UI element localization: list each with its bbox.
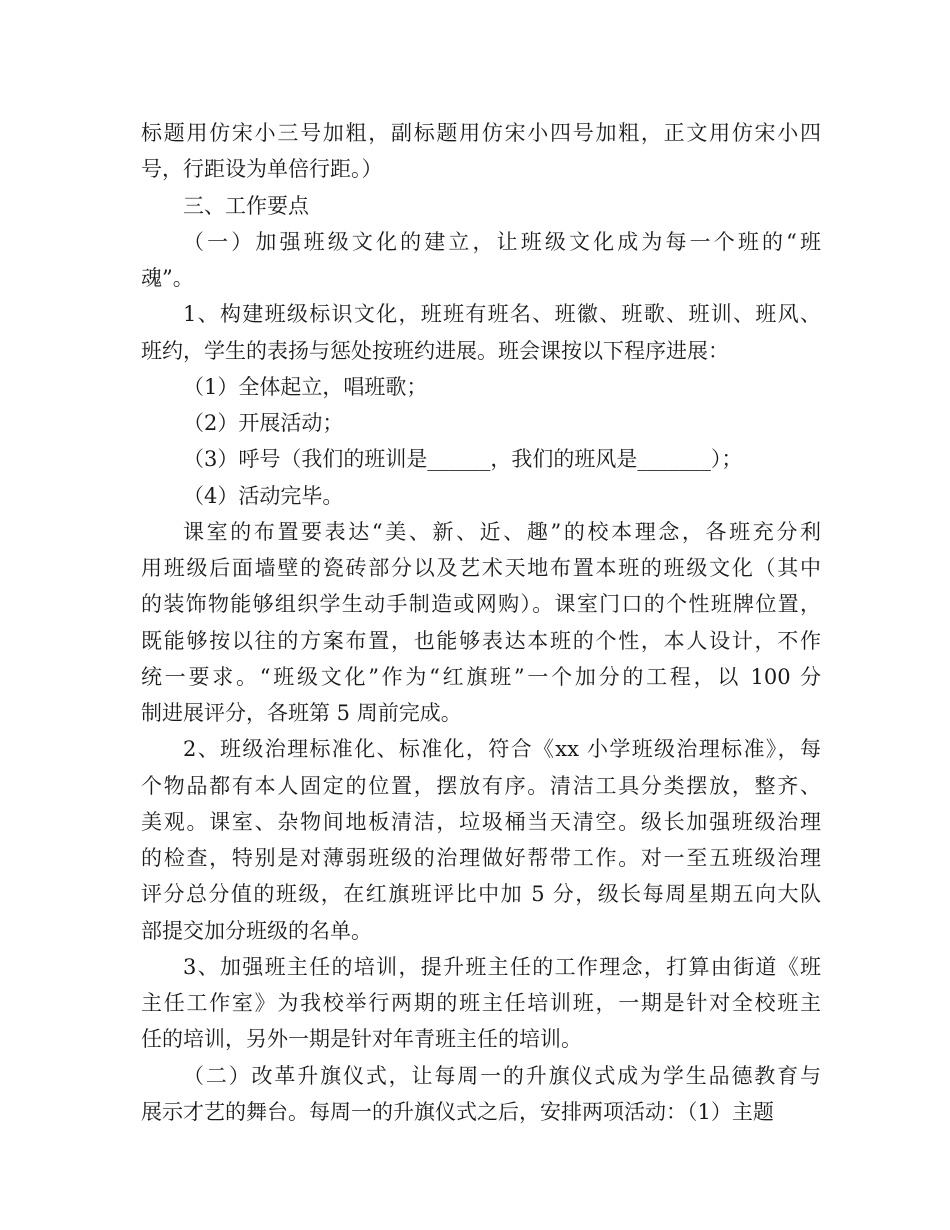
text-line: 魂”。 <box>141 266 194 290</box>
text-line: 标题用仿宋小三号加粗，副标题用仿宋小四号加粗，正文用仿宋小四 <box>141 121 821 145</box>
text-line: （1）全体起立，唱班歌； <box>183 374 428 399</box>
paragraph <box>141 224 821 297</box>
paragraph <box>141 188 821 224</box>
text-line: 2、班级治理标准化、标准化，符合《xx 小学班级治理标准》，每 <box>183 737 821 762</box>
text-line: 评分总分值的班级，在红旗班评比中加 5 分，级长每周星期五向大队 <box>141 882 821 907</box>
text-line: 的装饰物能够组织学生动手制造或网购）。课室门口的个性班牌位置， <box>141 592 821 617</box>
paragraph <box>141 441 821 477</box>
text-line: 既能够按以往的方案布置，也能够表达本班的个性，本人设计，不作 <box>141 628 821 653</box>
text-line: 个物品都有本人固定的位置，摆放有序。清洁工具分类摆放，整齐、 <box>141 773 821 798</box>
paragraph <box>141 115 821 188</box>
paragraph <box>141 514 821 732</box>
text-line: 三、工作要点 <box>183 193 309 218</box>
text-line: 班约，学生的表扬与惩处按班约进展。班会课按以下程序进展： <box>141 338 729 363</box>
text-line: （二）改革升旗仪式，让每周一的升旗仪式成为学生品德教育与 <box>183 1063 821 1088</box>
text-line: 用班级后面墙壁的瓷砖部分以及艺术天地布置本班的班级文化（其中 <box>141 556 821 580</box>
paragraph <box>141 1058 821 1131</box>
document-body <box>141 115 821 1130</box>
paragraph <box>141 296 821 369</box>
text-line: 展示才艺的舞台。每周一的升旗仪式之后，安排两项活动：（1）主题 <box>141 1099 774 1124</box>
text-line: 课室的布置要表达“美、新、近、趣”的校本理念，各班充分利 <box>183 519 821 544</box>
text-line: （4）活动完毕。 <box>183 483 344 508</box>
text-line: 主任工作室》为我校举行两期的班主任培训班，一期是针对全校班主 <box>141 991 821 1015</box>
text-line: 部提交加分班级的名单。 <box>141 918 372 943</box>
paragraph <box>141 731 821 949</box>
text-line: （2）开展活动； <box>183 411 344 435</box>
paragraph <box>141 405 821 441</box>
paragraph <box>141 369 821 405</box>
text-line: （3）呼号（我们的班训是______，我们的班风是_______）； <box>183 447 743 472</box>
text-line: 的检查，特别是对薄弱班级的治理做好帮带工作。对一至五班级治理 <box>141 846 821 870</box>
paragraph <box>141 949 821 1058</box>
paragraph <box>141 478 821 514</box>
text-line: 统一要求。“班级文化”作为“红旗班”一个加分的工程，以 100 分 <box>141 664 821 689</box>
text-line: 3、加强班主任的培训，提升班主任的工作理念，打算由街道《班 <box>183 954 821 979</box>
text-line: 任的培训，另外一期是针对年青班主任的培训。 <box>141 1027 582 1052</box>
text-line: 号，行距设为单倍行距。） <box>141 157 383 182</box>
text-line: 1、构建班级标识文化，班班有班名、班徽、班歌、班训、班风、 <box>183 302 821 327</box>
text-line: 制进展评分，各班第 5 周前完成。 <box>141 701 462 725</box>
text-line: （一）加强班级文化的建立，让班级文化成为每一个班的“班 <box>183 229 821 254</box>
text-line: 美观。课室、杂物间地板清洁，垃圾桶当天清空。级长加强班级治理 <box>141 809 821 834</box>
